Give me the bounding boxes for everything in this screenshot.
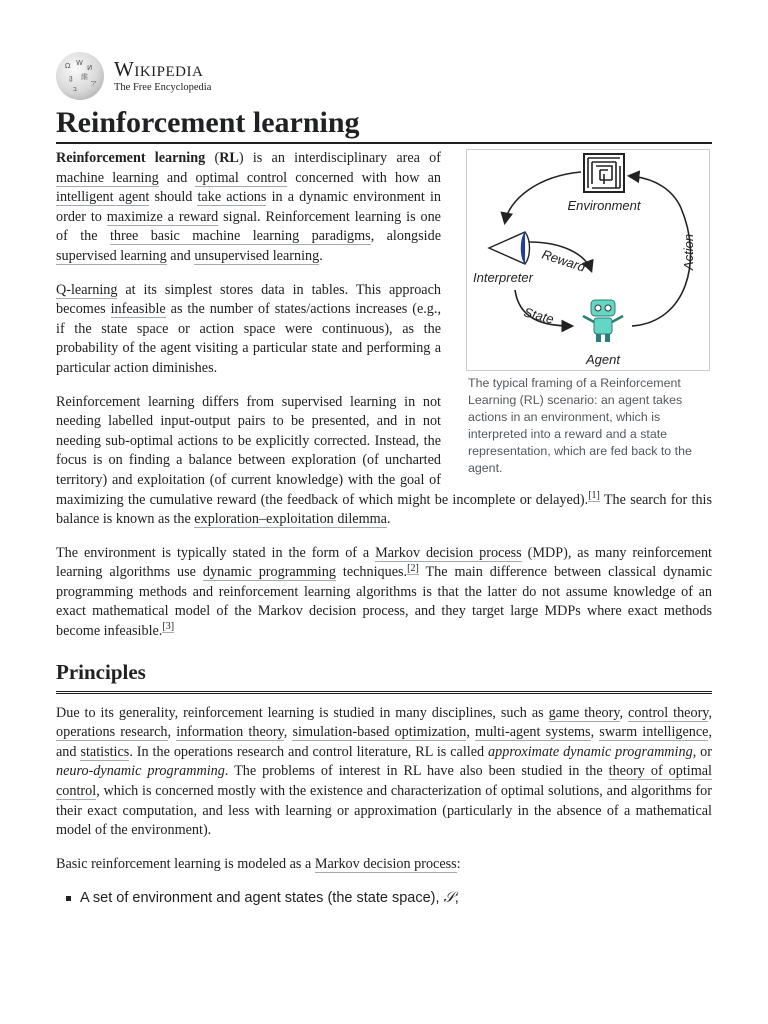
agent-label: Agent [586, 352, 620, 367]
citation-2[interactable]: [2] [407, 562, 419, 574]
article-page [56, 0, 712, 908]
text: Basic reinforcement learning is modeled as a [56, 855, 315, 872]
text: , [708, 704, 713, 721]
site-tagline: The Free Encyclopedia [114, 81, 212, 93]
text: ( [205, 150, 220, 166]
link-markov-decision-process[interactable]: Markov decision process [375, 544, 522, 561]
intro-paragraph-4 [56, 544, 712, 642]
text: (MDP), as many reinforcement learning algorithms use [56, 544, 712, 581]
text: Reinforcement learning differs from supervised learning in not needing labelled input-output pairs to be presented, and in not needing sub-optimal actions to be explicitly corrected. Instead, the focus is on finding a balance between exploration (of uncharted territory) and exploitation (of current knowledge) with the goal of maximizing the cumulative reward (the feedback of which might be incomplete or delayed). [56, 393, 589, 508]
site-header [56, 52, 712, 100]
bold-term: Reinforcement learning [56, 150, 206, 166]
environment-label: Environment [567, 198, 641, 213]
text: , [167, 724, 177, 741]
text: ) is an interdisciplinary area of [238, 150, 441, 166]
interpreter-label: Interpreter [473, 270, 533, 285]
reward-label: Reward [540, 246, 588, 275]
text: The search for this balance is known as the [56, 491, 712, 528]
text: signal. Reinforcement learning is one of the [56, 208, 441, 245]
figure-caption: The typical framing of a Reinforcement Learning (RL) scenario: an agent takes actions in an environment, which is interpreted into a reward and a state representation, which are fed back to the agent. [468, 376, 692, 475]
link-take-actions[interactable]: take actions [197, 189, 267, 206]
link-theory-of-optimal-control[interactable]: theory of optimal control [56, 763, 712, 800]
italic-term: approximate dynamic programming [488, 743, 693, 760]
page-title: Reinforcement learning [56, 106, 712, 144]
text: . [386, 511, 391, 528]
text: and [166, 247, 195, 264]
link-statistics[interactable]: statistics [80, 743, 130, 760]
state-label: State [522, 304, 556, 327]
link-swarm-intelligence[interactable]: swarm intelligence [599, 724, 709, 741]
bold-abbr: RL [219, 150, 239, 166]
text: : [456, 855, 461, 872]
text: ; [454, 890, 459, 907]
text: . In the operations research and control literature, RL is called [129, 743, 489, 760]
state-space-symbol: 𝒮 [443, 890, 455, 907]
principles-paragraph-2 [56, 855, 712, 875]
text: , [283, 724, 293, 741]
link-q-learning[interactable]: Q-learning [56, 281, 118, 298]
text: A set of environment and agent states (the state space), [80, 890, 444, 907]
link-ml-paradigms[interactable]: three basic machine learning paradigms [109, 228, 371, 245]
robot-agent-icon [583, 300, 623, 342]
link-machine-learning[interactable]: machine learning [56, 169, 159, 186]
text: , [590, 724, 600, 741]
wordmark[interactable] [114, 56, 212, 94]
text: , and [56, 724, 713, 760]
text: techniques. [335, 564, 408, 581]
link-optimal-control[interactable]: optimal control [195, 169, 288, 186]
link-infeasible[interactable]: infeasible [110, 301, 166, 318]
text: , or [692, 743, 712, 760]
text: should [149, 189, 198, 206]
text: concerned with how an [287, 169, 441, 186]
citation-3[interactable]: [3] [162, 621, 175, 633]
action-label: Action [681, 233, 696, 271]
text: in a dynamic environment in order to [56, 189, 441, 225]
text: The environment is typically stated in the form of a [56, 544, 376, 561]
link-unsupervised-learning[interactable]: unsupervised learning [194, 247, 320, 264]
text: . [319, 247, 323, 264]
section-heading-principles: Principles [56, 660, 712, 694]
link-multi-agent-systems[interactable]: multi-agent systems [475, 724, 591, 741]
text: Due to its generality, reinforcement learning is studied in many disciplines, such as [56, 704, 549, 721]
text: . The problems of interest in RL have also been studied in the [224, 763, 609, 780]
text: and [158, 169, 196, 186]
italic-term: neuro-dynamic programming [56, 763, 225, 780]
link-game-theory[interactable]: game theory [548, 704, 620, 721]
wikipedia-globe-icon[interactable]: Ω W И ვ 維 ア ב [56, 52, 104, 100]
text: , [619, 704, 629, 721]
link-exploration-exploitation[interactable]: exploration–exploitation dilemma [194, 511, 387, 528]
link-information-theory[interactable]: information theory [176, 724, 284, 741]
link-simulation-based-optimization[interactable]: simulation-based optimization [292, 724, 467, 741]
maze-environment-icon [584, 154, 624, 192]
text: , which is concerned mostly with the existence and characterization of optimal solutions, and algorithms for their exact computation, and less with learning or approximation (particularly in the absence of a mathematical model of the environment). [56, 783, 712, 839]
list-item [80, 888, 712, 908]
rl-diagram[interactable] [466, 149, 710, 371]
link-maximize-reward[interactable]: maximize a reward [106, 208, 219, 225]
link-markov-decision-process-2[interactable]: Markov decision process [314, 855, 457, 872]
rl-diagram-figure [466, 149, 712, 477]
text: , alongside [370, 228, 442, 245]
link-dynamic-programming[interactable]: dynamic programming [202, 564, 336, 581]
mdp-components-list [56, 888, 712, 908]
interpreter-eye-icon [489, 232, 530, 264]
link-supervised-learning[interactable]: supervised learning [56, 247, 167, 264]
link-operations-research[interactable]: operations research [56, 724, 168, 741]
link-intelligent-agent[interactable]: intelligent agent [56, 189, 150, 206]
principles-paragraph-1 [56, 704, 712, 841]
site-title: Wikipedia [114, 56, 204, 81]
text: , [466, 724, 476, 741]
citation-1[interactable]: [1] [588, 489, 600, 501]
text: The main difference between classical dynamic programming methods and reinforcement learning algorithms is that the latter do not assume knowledge of an exact mathematical model of the Markov decision process, and they target large MDPs where exact methods become infeasible. [56, 564, 712, 640]
text: at its simplest stores data in tables. This approach becomes [56, 281, 441, 318]
text: as the number of states/actions increases (e.g., if the state space or action space were continuous), as the probability of the agent visiting a particular state and performing a particular action diminishes. [56, 301, 441, 376]
link-control-theory[interactable]: control theory [628, 704, 709, 721]
